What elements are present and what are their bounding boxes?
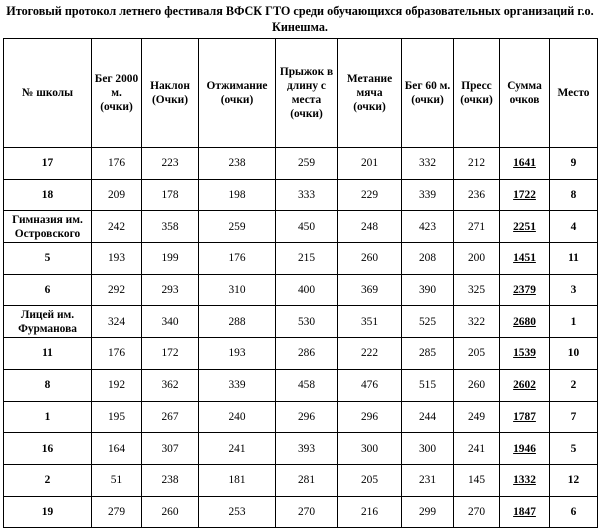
cell-school: 19 xyxy=(4,496,92,528)
cell-sum xyxy=(500,338,550,370)
sum-value: 2602 xyxy=(513,379,536,392)
cell-press: 200 xyxy=(454,243,500,275)
cell-sum xyxy=(500,401,550,433)
cell-run-60: 244 xyxy=(402,401,454,433)
cell-bend: 307 xyxy=(142,433,199,465)
header-long-jump: Прыжок в длину с места (очки) xyxy=(276,39,338,148)
results-table xyxy=(3,38,598,528)
cell-run-60: 423 xyxy=(402,211,454,243)
cell-place: 3 xyxy=(550,274,598,306)
cell-sum xyxy=(500,306,550,338)
cell-ball-throw: 260 xyxy=(338,243,402,275)
cell-long-jump: 458 xyxy=(276,369,338,401)
cell-bend: 358 xyxy=(142,211,199,243)
table-row xyxy=(4,306,598,338)
cell-sum xyxy=(500,496,550,528)
cell-ball-throw: 476 xyxy=(338,369,402,401)
cell-sum xyxy=(500,148,550,180)
cell-press: 236 xyxy=(454,179,500,211)
header-run-60: Бег 60 м. (очки) xyxy=(402,39,454,148)
cell-sum xyxy=(500,179,550,211)
cell-run-60: 299 xyxy=(402,496,454,528)
cell-ball-throw: 201 xyxy=(338,148,402,180)
table-row xyxy=(4,148,598,180)
cell-school: 6 xyxy=(4,274,92,306)
cell-sum xyxy=(500,274,550,306)
cell-school: 16 xyxy=(4,433,92,465)
cell-run-60: 332 xyxy=(402,148,454,180)
cell-ball-throw: 248 xyxy=(338,211,402,243)
sum-value: 1787 xyxy=(513,410,536,423)
cell-pushups: 240 xyxy=(199,401,276,433)
cell-ball-throw: 300 xyxy=(338,433,402,465)
sum-value: 1946 xyxy=(513,442,536,455)
cell-pushups: 198 xyxy=(199,179,276,211)
cell-run-2000: 176 xyxy=(92,148,142,180)
sum-value: 2251 xyxy=(513,220,536,233)
cell-school: 1 xyxy=(4,401,92,433)
cell-sum xyxy=(500,369,550,401)
cell-press: 270 xyxy=(454,496,500,528)
sum-value: 1847 xyxy=(513,505,536,518)
cell-long-jump: 281 xyxy=(276,464,338,496)
cell-long-jump: 393 xyxy=(276,433,338,465)
cell-run-2000: 242 xyxy=(92,211,142,243)
cell-place: 11 xyxy=(550,243,598,275)
cell-run-2000: 209 xyxy=(92,179,142,211)
sum-value: 2379 xyxy=(513,284,536,297)
cell-run-60: 525 xyxy=(402,306,454,338)
cell-long-jump: 450 xyxy=(276,211,338,243)
cell-school: 2 xyxy=(4,464,92,496)
cell-press: 325 xyxy=(454,274,500,306)
cell-bend: 199 xyxy=(142,243,199,275)
cell-pushups: 339 xyxy=(199,369,276,401)
cell-run-2000: 193 xyxy=(92,243,142,275)
table-row xyxy=(4,338,598,370)
cell-school: 17 xyxy=(4,148,92,180)
cell-place: 8 xyxy=(550,179,598,211)
cell-pushups: 288 xyxy=(199,306,276,338)
cell-bend: 238 xyxy=(142,464,199,496)
cell-press: 205 xyxy=(454,338,500,370)
table-row xyxy=(4,496,598,528)
cell-place: 9 xyxy=(550,148,598,180)
cell-sum xyxy=(500,243,550,275)
cell-run-2000: 51 xyxy=(92,464,142,496)
cell-long-jump: 400 xyxy=(276,274,338,306)
cell-press: 271 xyxy=(454,211,500,243)
cell-place: 4 xyxy=(550,211,598,243)
cell-long-jump: 286 xyxy=(276,338,338,370)
cell-bend: 172 xyxy=(142,338,199,370)
cell-ball-throw: 351 xyxy=(338,306,402,338)
cell-run-2000: 176 xyxy=(92,338,142,370)
sum-value: 1451 xyxy=(513,252,536,265)
header-ball-throw: Метание мяча (очки) xyxy=(338,39,402,148)
table-row xyxy=(4,179,598,211)
cell-press: 145 xyxy=(454,464,500,496)
sum-value: 1332 xyxy=(513,474,536,487)
sum-value: 2680 xyxy=(513,315,536,328)
cell-long-jump: 270 xyxy=(276,496,338,528)
cell-run-60: 300 xyxy=(402,433,454,465)
cell-run-60: 208 xyxy=(402,243,454,275)
cell-run-60: 390 xyxy=(402,274,454,306)
cell-bend: 267 xyxy=(142,401,199,433)
cell-place: 6 xyxy=(550,496,598,528)
cell-place: 7 xyxy=(550,401,598,433)
page-title: Итоговый протокол летнего фестиваля ВФСК ГТО среди обучающихся образовательных организаций г.о. Кинешма. xyxy=(6,4,594,34)
header-pushups: Отжимание (очки) xyxy=(199,39,276,148)
table-row xyxy=(4,401,598,433)
cell-bend: 260 xyxy=(142,496,199,528)
cell-sum xyxy=(500,211,550,243)
cell-bend: 340 xyxy=(142,306,199,338)
table-row xyxy=(4,369,598,401)
cell-pushups: 253 xyxy=(199,496,276,528)
table-row xyxy=(4,274,598,306)
cell-place: 2 xyxy=(550,369,598,401)
header-place: Место xyxy=(550,39,598,148)
cell-ball-throw: 369 xyxy=(338,274,402,306)
cell-school: 5 xyxy=(4,243,92,275)
cell-press: 241 xyxy=(454,433,500,465)
cell-run-2000: 324 xyxy=(92,306,142,338)
cell-ball-throw: 216 xyxy=(338,496,402,528)
cell-bend: 293 xyxy=(142,274,199,306)
cell-bend: 178 xyxy=(142,179,199,211)
header-run-2000: Бег 2000 м. (очки) xyxy=(92,39,142,148)
cell-pushups: 259 xyxy=(199,211,276,243)
cell-long-jump: 215 xyxy=(276,243,338,275)
cell-place: 10 xyxy=(550,338,598,370)
header-row xyxy=(4,39,598,148)
cell-run-2000: 192 xyxy=(92,369,142,401)
cell-press: 322 xyxy=(454,306,500,338)
cell-long-jump: 530 xyxy=(276,306,338,338)
table-row xyxy=(4,433,598,465)
header-bend: Наклон (Очки) xyxy=(142,39,199,148)
header-sum: Сумма очков xyxy=(500,39,550,148)
table-row xyxy=(4,211,598,243)
cell-school: Гимназия им. Островского xyxy=(4,211,92,243)
cell-school: 11 xyxy=(4,338,92,370)
cell-ball-throw: 229 xyxy=(338,179,402,211)
cell-school: Лицей им. Фурманова xyxy=(4,306,92,338)
cell-long-jump: 296 xyxy=(276,401,338,433)
cell-pushups: 238 xyxy=(199,148,276,180)
sum-value: 1641 xyxy=(513,157,536,170)
cell-place: 12 xyxy=(550,464,598,496)
cell-bend: 223 xyxy=(142,148,199,180)
cell-press: 260 xyxy=(454,369,500,401)
cell-run-2000: 195 xyxy=(92,401,142,433)
table-row xyxy=(4,464,598,496)
cell-run-2000: 164 xyxy=(92,433,142,465)
table-row xyxy=(4,243,598,275)
cell-ball-throw: 205 xyxy=(338,464,402,496)
cell-run-60: 231 xyxy=(402,464,454,496)
cell-run-2000: 292 xyxy=(92,274,142,306)
header-press: Пресс (очки) xyxy=(454,39,500,148)
cell-sum xyxy=(500,464,550,496)
cell-long-jump: 333 xyxy=(276,179,338,211)
cell-ball-throw: 296 xyxy=(338,401,402,433)
cell-school: 8 xyxy=(4,369,92,401)
cell-run-60: 339 xyxy=(402,179,454,211)
cell-press: 212 xyxy=(454,148,500,180)
cell-bend: 362 xyxy=(142,369,199,401)
cell-pushups: 193 xyxy=(199,338,276,370)
cell-pushups: 176 xyxy=(199,243,276,275)
sum-value: 1722 xyxy=(513,189,536,202)
cell-pushups: 241 xyxy=(199,433,276,465)
cell-long-jump: 259 xyxy=(276,148,338,180)
cell-sum xyxy=(500,433,550,465)
sum-value: 1539 xyxy=(513,347,536,360)
cell-ball-throw: 222 xyxy=(338,338,402,370)
cell-run-60: 515 xyxy=(402,369,454,401)
cell-place: 1 xyxy=(550,306,598,338)
cell-press: 249 xyxy=(454,401,500,433)
cell-run-2000: 279 xyxy=(92,496,142,528)
cell-run-60: 285 xyxy=(402,338,454,370)
cell-school: 18 xyxy=(4,179,92,211)
results-body xyxy=(4,148,598,528)
cell-place: 5 xyxy=(550,433,598,465)
cell-pushups: 310 xyxy=(199,274,276,306)
cell-pushups: 181 xyxy=(199,464,276,496)
header-school: № школы xyxy=(4,39,92,148)
